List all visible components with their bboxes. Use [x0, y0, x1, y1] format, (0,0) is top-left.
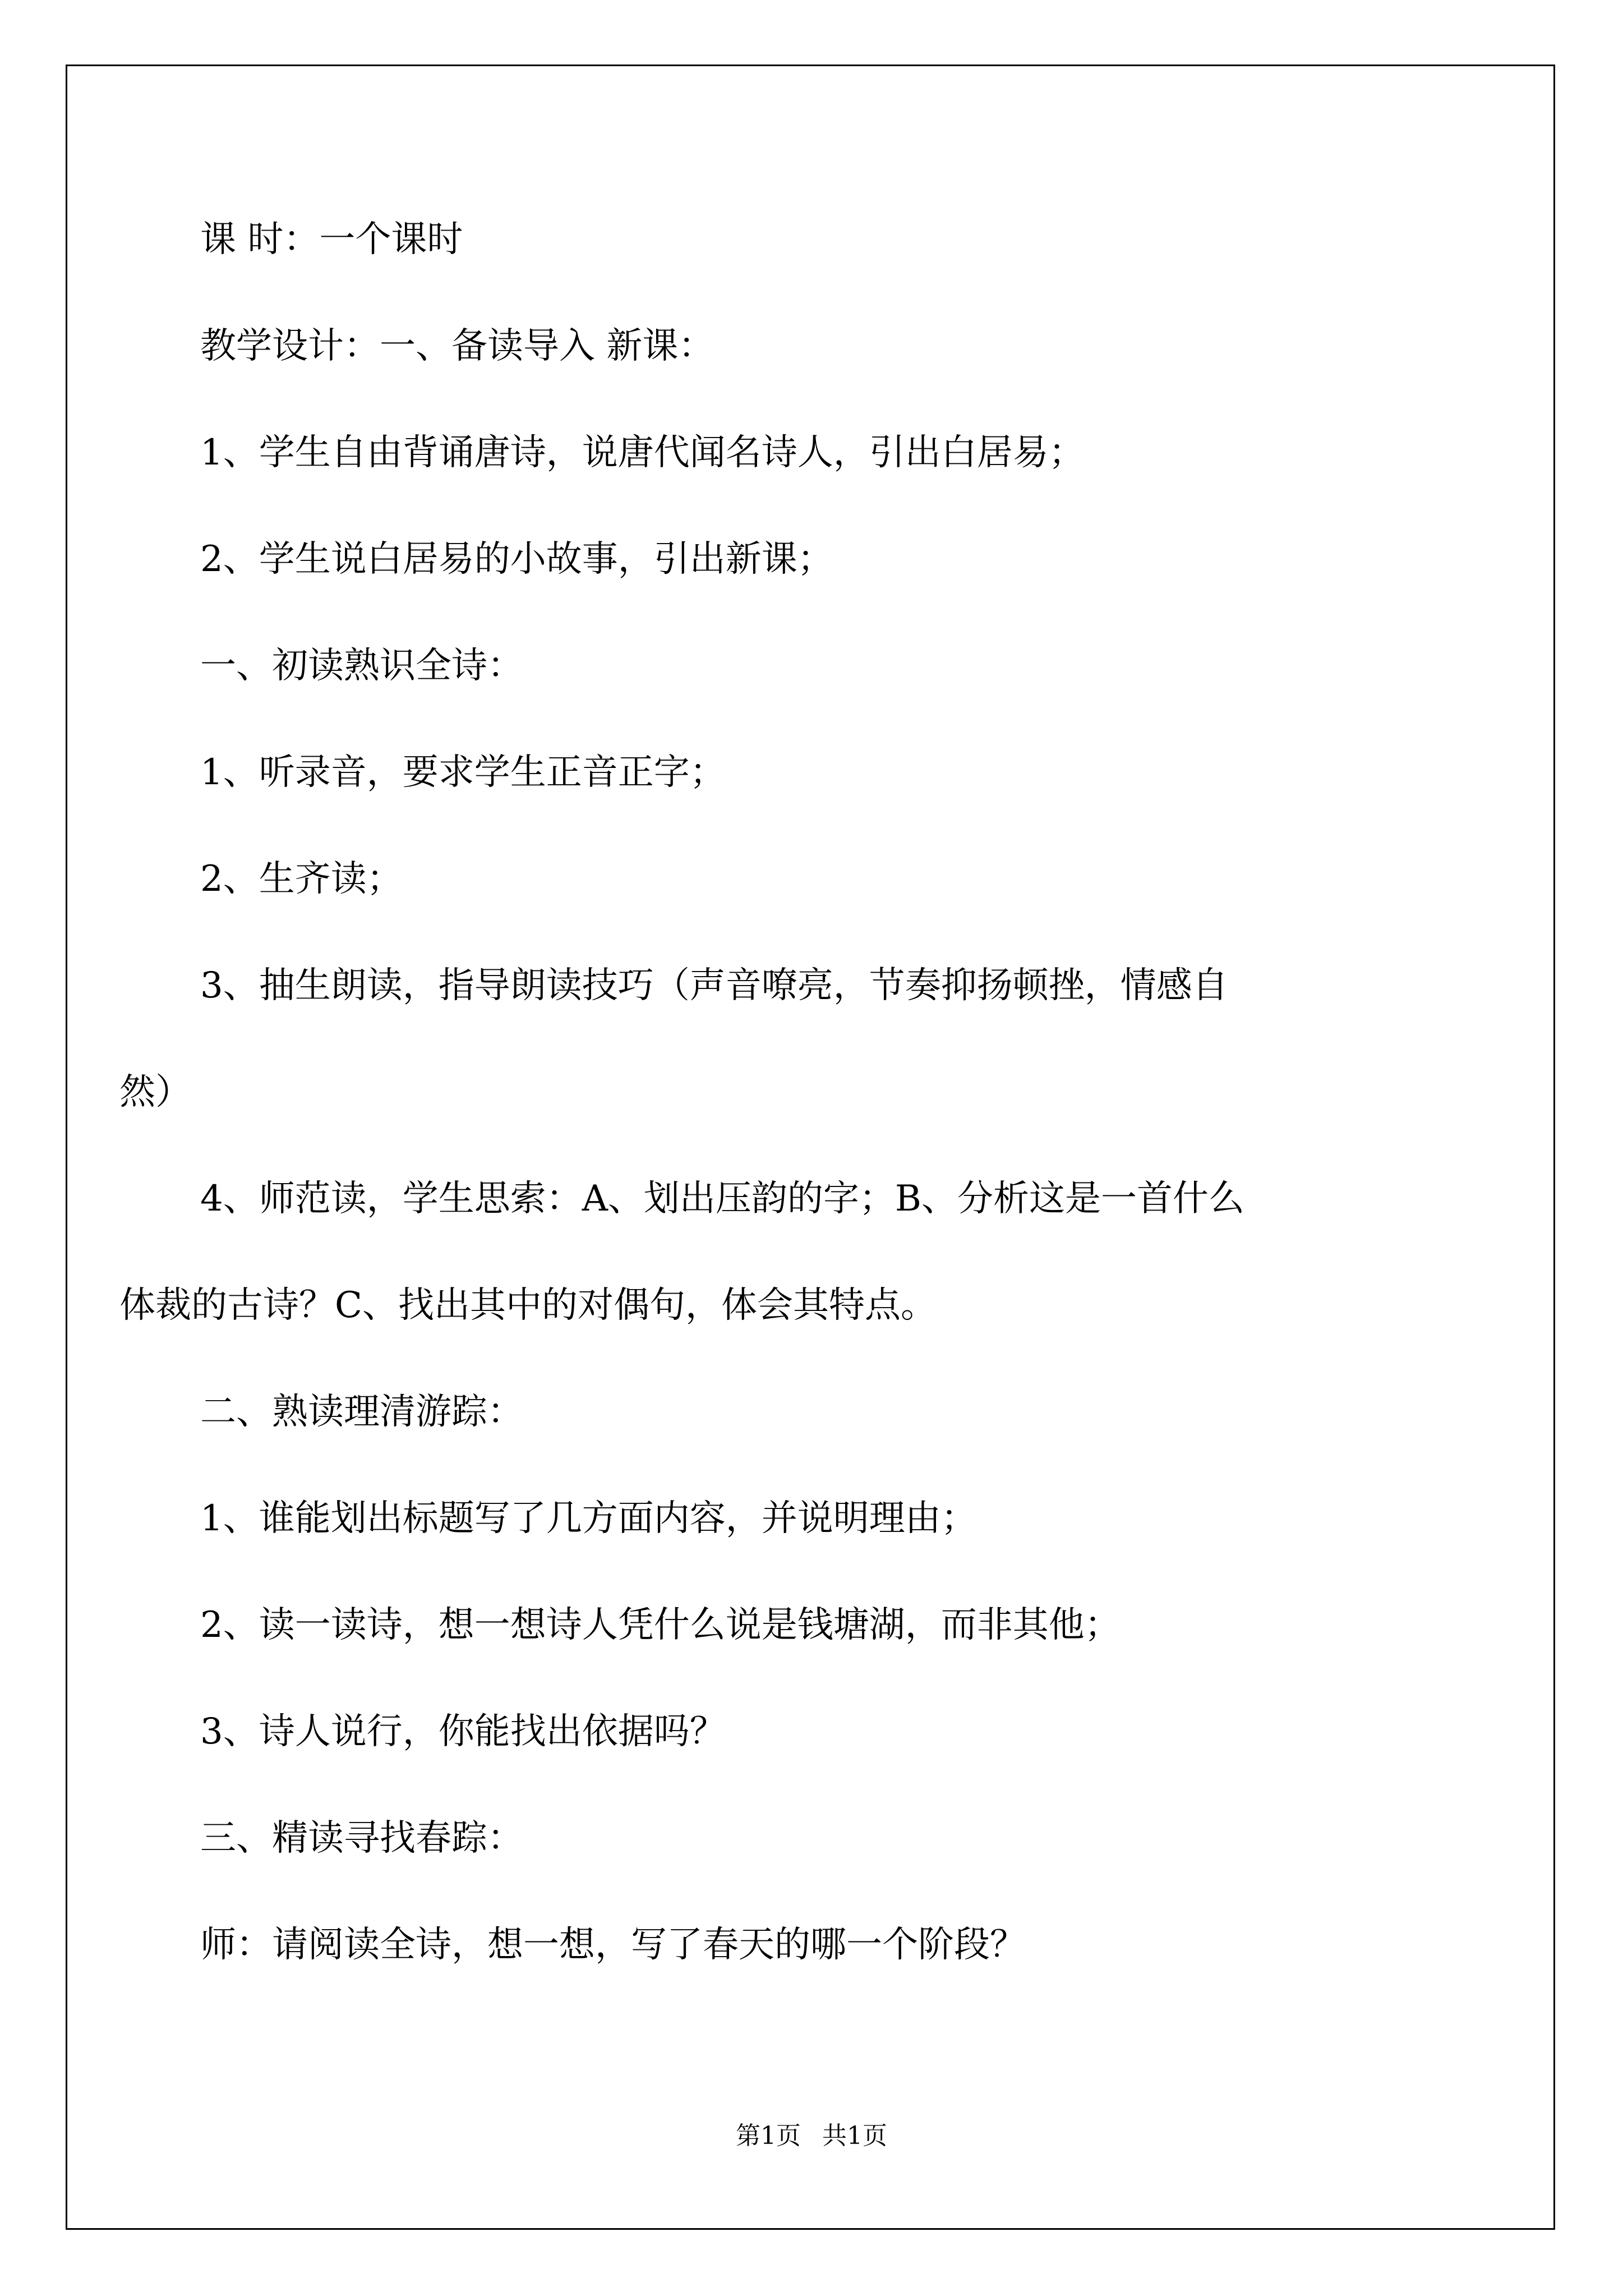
paragraph-reading-skill-cont: 然） — [119, 1071, 191, 1113]
paragraph-step-1: 1、学生自由背诵唐诗，说唐代闻名诗人，引出白居易； — [200, 432, 1085, 473]
paragraph-route-3: 3、诗人说行，你能找出依据吗？ — [200, 1711, 726, 1752]
paragraph-teacher-reads: 4、师范读，学生思索：A、划出压韵的字；B、分析这是一首什么 — [200, 1178, 1244, 1220]
paragraph-route-1: 1、谁能划出标题写了几方面内容，并说明理由； — [200, 1498, 977, 1539]
paragraph-section-spring: 三、精读寻找春踪： — [200, 1818, 523, 1859]
paragraph-section-route: 二、熟读理清游踪： — [200, 1391, 523, 1433]
page-footer — [0, 2124, 1623, 2148]
paragraph-section-first-reading: 一、初读熟识全诗： — [200, 645, 523, 687]
paragraph-teacher-question: 师：请阅读全诗，想一想，写了春天的哪一个阶段？ — [200, 1924, 1026, 1966]
paragraph-listen: 1、听录音，要求学生正音正字； — [200, 752, 726, 793]
paragraph-read-together: 2、生齐读； — [200, 858, 403, 900]
paragraph-step-2: 2、学生说白居易的小故事，引出新课； — [200, 539, 833, 580]
page-number-total: 共1页 — [822, 2122, 887, 2150]
paragraph-design-intro: 教学设计：一、备读导入 新课： — [200, 325, 714, 367]
paragraph-route-2: 2、读一读诗，想一想诗人凭什么说是钱塘湖，而非其他； — [200, 1604, 1121, 1646]
paragraph-reading-skill: 3、抽生朗读，指导朗读技巧（声音嘹亮，节奏抑扬顿挫，情感自 — [200, 965, 1228, 1006]
document-body — [119, 219, 1434, 2033]
page-number-current: 第1页 — [736, 2122, 801, 2150]
paragraph-lesson-duration: 课 时：一个课时 — [200, 219, 463, 260]
paragraph-teacher-reads-cont: 体裁的古诗？C、找出其中的对偶句，体会其特点。 — [119, 1285, 937, 1326]
